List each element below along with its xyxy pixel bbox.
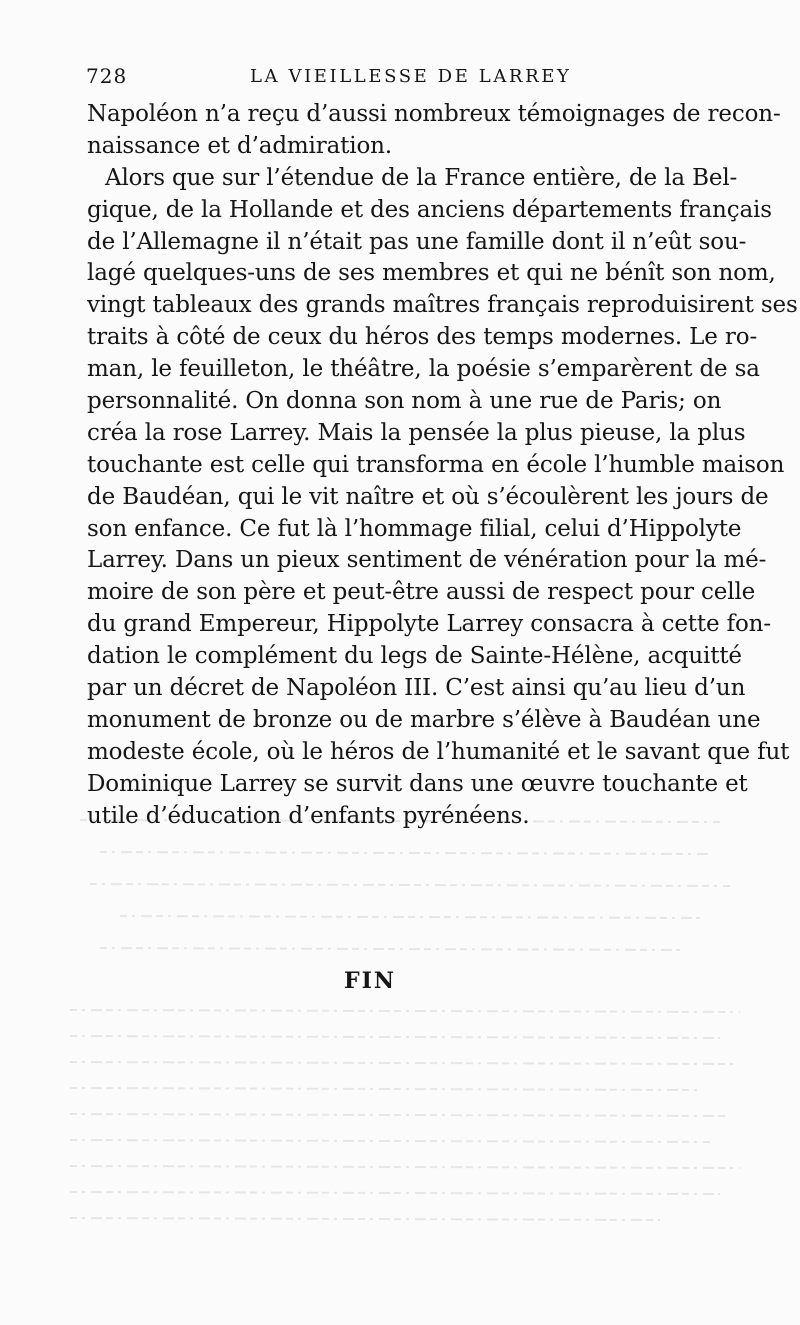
text-line: man, le feuilleton, le théâtre, la poésie s’emparèrent de sa — [87, 356, 760, 383]
text-line: vingt tableaux des grands maîtres français reproduisirent ses — [87, 292, 798, 319]
text-line: Dominique Larrey se survit dans une œuvre touchante et — [87, 770, 748, 797]
text-line: créa la rose Larrey. Mais la pensée la plus pieuse, la plus — [87, 419, 746, 446]
text-line: personnalité. On donna son nom à une rue de Paris; on — [87, 388, 722, 415]
running-head — [86, 60, 686, 90]
text-line: moire de son père et peut-être aussi de respect pour celle — [87, 579, 756, 606]
text-line: touchante est celle qui transforma en école l’humble maison — [87, 451, 785, 478]
text-line: gique, de la Hollande et des anciens départements français — [87, 196, 772, 223]
text-line: modeste école, où le héros de l’humanité et le savant que fut — [87, 738, 790, 765]
text-line: traits à côté de ceux du héros des temps modernes. Le ro- — [87, 324, 758, 351]
text-line: Alors que sur l’étendue de la France entière, de la Bel- — [105, 164, 738, 191]
text-line: du grand Empereur, Hippolyte Larrey consacra à cette fon- — [87, 611, 771, 638]
text-line: monument de bronze ou de marbre s’élève à Baudéan une — [87, 706, 761, 733]
body-text — [87, 99, 798, 832]
text-line: par un décret de Napoléon III. C’est ainsi qu’au lieu d’un — [87, 675, 746, 702]
show-through-texture — [60, 800, 750, 1270]
text-line: naissance et d’admiration. — [87, 132, 392, 159]
text-line: dation le complément du legs de Sainte-Hélène, acquitté — [87, 643, 742, 670]
text-line: lagé quelques-uns de ses membres et qui ne bénît son nom, — [87, 260, 776, 287]
text-line: Napoléon n’a reçu d’aussi nombreux témoignages de recon- — [87, 101, 781, 127]
text-line: utile d’éducation d’enfants pyrénéens. — [87, 802, 530, 829]
text-line: de l’Allemagne il n’était pas une famille dont il n’eût sou- — [87, 228, 747, 255]
text-line: Larrey. Dans un pieux sentiment de vénération pour la mé- — [87, 547, 767, 574]
page-number: 728 — [86, 64, 128, 88]
text-line: de Baudéan, qui le vit naître et où s’écoulèrent les jours de — [87, 483, 769, 510]
end-mark: FIN — [343, 968, 397, 994]
running-title: LA VIEILLESSE DE LARREY — [250, 66, 572, 87]
text-line: son enfance. Ce fut là l’hommage filial, celui d’Hippolyte — [87, 515, 742, 542]
